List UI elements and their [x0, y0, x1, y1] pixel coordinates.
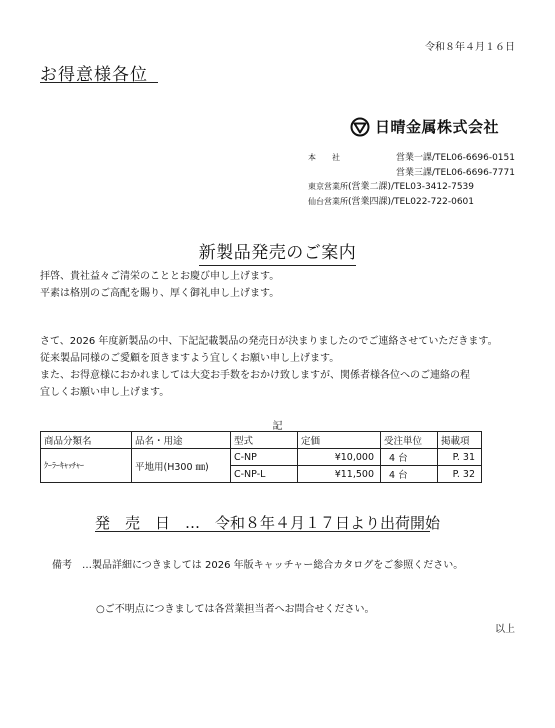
price-cell: ¥11,500: [298, 466, 381, 483]
office-dept: 営業一課: [395, 153, 432, 163]
body-line: 従来製品同様のご愛顧を頂きますよう宜しくお願い申し上げます。: [40, 353, 340, 364]
product-table: [40, 431, 482, 483]
model-cell: C-NP: [231, 449, 298, 466]
table-header: 商品分類名: [41, 432, 132, 449]
office-tel: /TEL06-6696-0151: [432, 153, 515, 163]
category-cell: ｸｰﾗｰｷｬｯﾁｬｰ: [41, 449, 132, 483]
office-row: [308, 180, 515, 195]
release-underline: [95, 531, 430, 532]
office-name: 仙台営業所: [307, 196, 348, 206]
release-date: 発 売 日 … 令和８年４月１７日より出荷開始: [95, 514, 441, 532]
office-row: [308, 195, 515, 210]
ki-label: 記: [272, 421, 283, 432]
office-list: [308, 151, 515, 209]
table-header: 掲載項: [438, 432, 482, 449]
greeting-line: 拝啓、貴社益々ご清栄のこととお慶び申し上げます。: [40, 271, 280, 282]
office-dept: (営業四課): [347, 196, 392, 207]
office-tel: /TEL022-722-0601: [391, 196, 475, 207]
model-cell: C-NP-L: [231, 466, 298, 483]
table-header-row: [41, 432, 482, 449]
table-header: 品名・用途: [132, 432, 231, 449]
body-line: また、お得意様におかれましては大変お手数をおかけ致しますが、関係者様各位へのご連絡の程: [40, 370, 470, 381]
price-cell: ¥10,000: [298, 449, 381, 466]
body-line: 宜しくお願い申し上げます。: [40, 387, 170, 398]
remark: 備考 …製品詳細につきましては 2026 年版キャッチャー総合カタログをご参照ください。: [52, 560, 464, 571]
office-row: [308, 166, 515, 181]
unit-cell: 4 台: [381, 449, 438, 466]
company-name: 日晴金属株式会社: [375, 118, 500, 136]
usage-cell: 平地用(H300 ㎜): [132, 449, 231, 483]
table-row: [41, 449, 482, 466]
office-row: [308, 151, 515, 166]
nissei-triangle-logo-icon: [350, 117, 370, 137]
unit-cell: 4 台: [381, 466, 438, 483]
office-tel: /TEL06-6696-7771: [432, 167, 515, 178]
greeting: [40, 268, 279, 302]
table-header: 型式: [231, 432, 298, 449]
office-name: 東京営業所: [307, 182, 348, 191]
office-dept: (営業二課): [347, 182, 392, 192]
office-dept: 営業三課: [395, 167, 432, 178]
office-name: 本 社: [307, 153, 340, 162]
addressee-underline: [40, 82, 158, 83]
headline: [0, 238, 555, 263]
office-tel: /TEL03-3412-7539: [391, 182, 475, 192]
body-line: さて、2026 年度新製品の中、下記記載製品の発売日が決まりましたのでご連絡させていただきます。: [40, 336, 498, 347]
company-logo: [350, 116, 499, 137]
office-name: [308, 166, 396, 181]
body-text: [40, 333, 498, 401]
greeting-line: 平素は格別のご高配を賜り、厚く御礼申し上げます。: [40, 288, 280, 299]
addressee: お得意様各位: [40, 65, 148, 85]
closing: 以上: [495, 624, 515, 635]
issue-date: 令和８年４月１６日: [425, 42, 515, 53]
table-header: 受注単位: [381, 432, 438, 449]
headline-text: 新製品発売のご案内: [199, 243, 357, 266]
contact-note: ○ご不明点につきましては各営業担当者へお問合せください。: [96, 604, 375, 615]
table-header: 定価: [298, 432, 381, 449]
page-cell: P. 32: [438, 466, 482, 483]
page-cell: P. 31: [438, 449, 482, 466]
